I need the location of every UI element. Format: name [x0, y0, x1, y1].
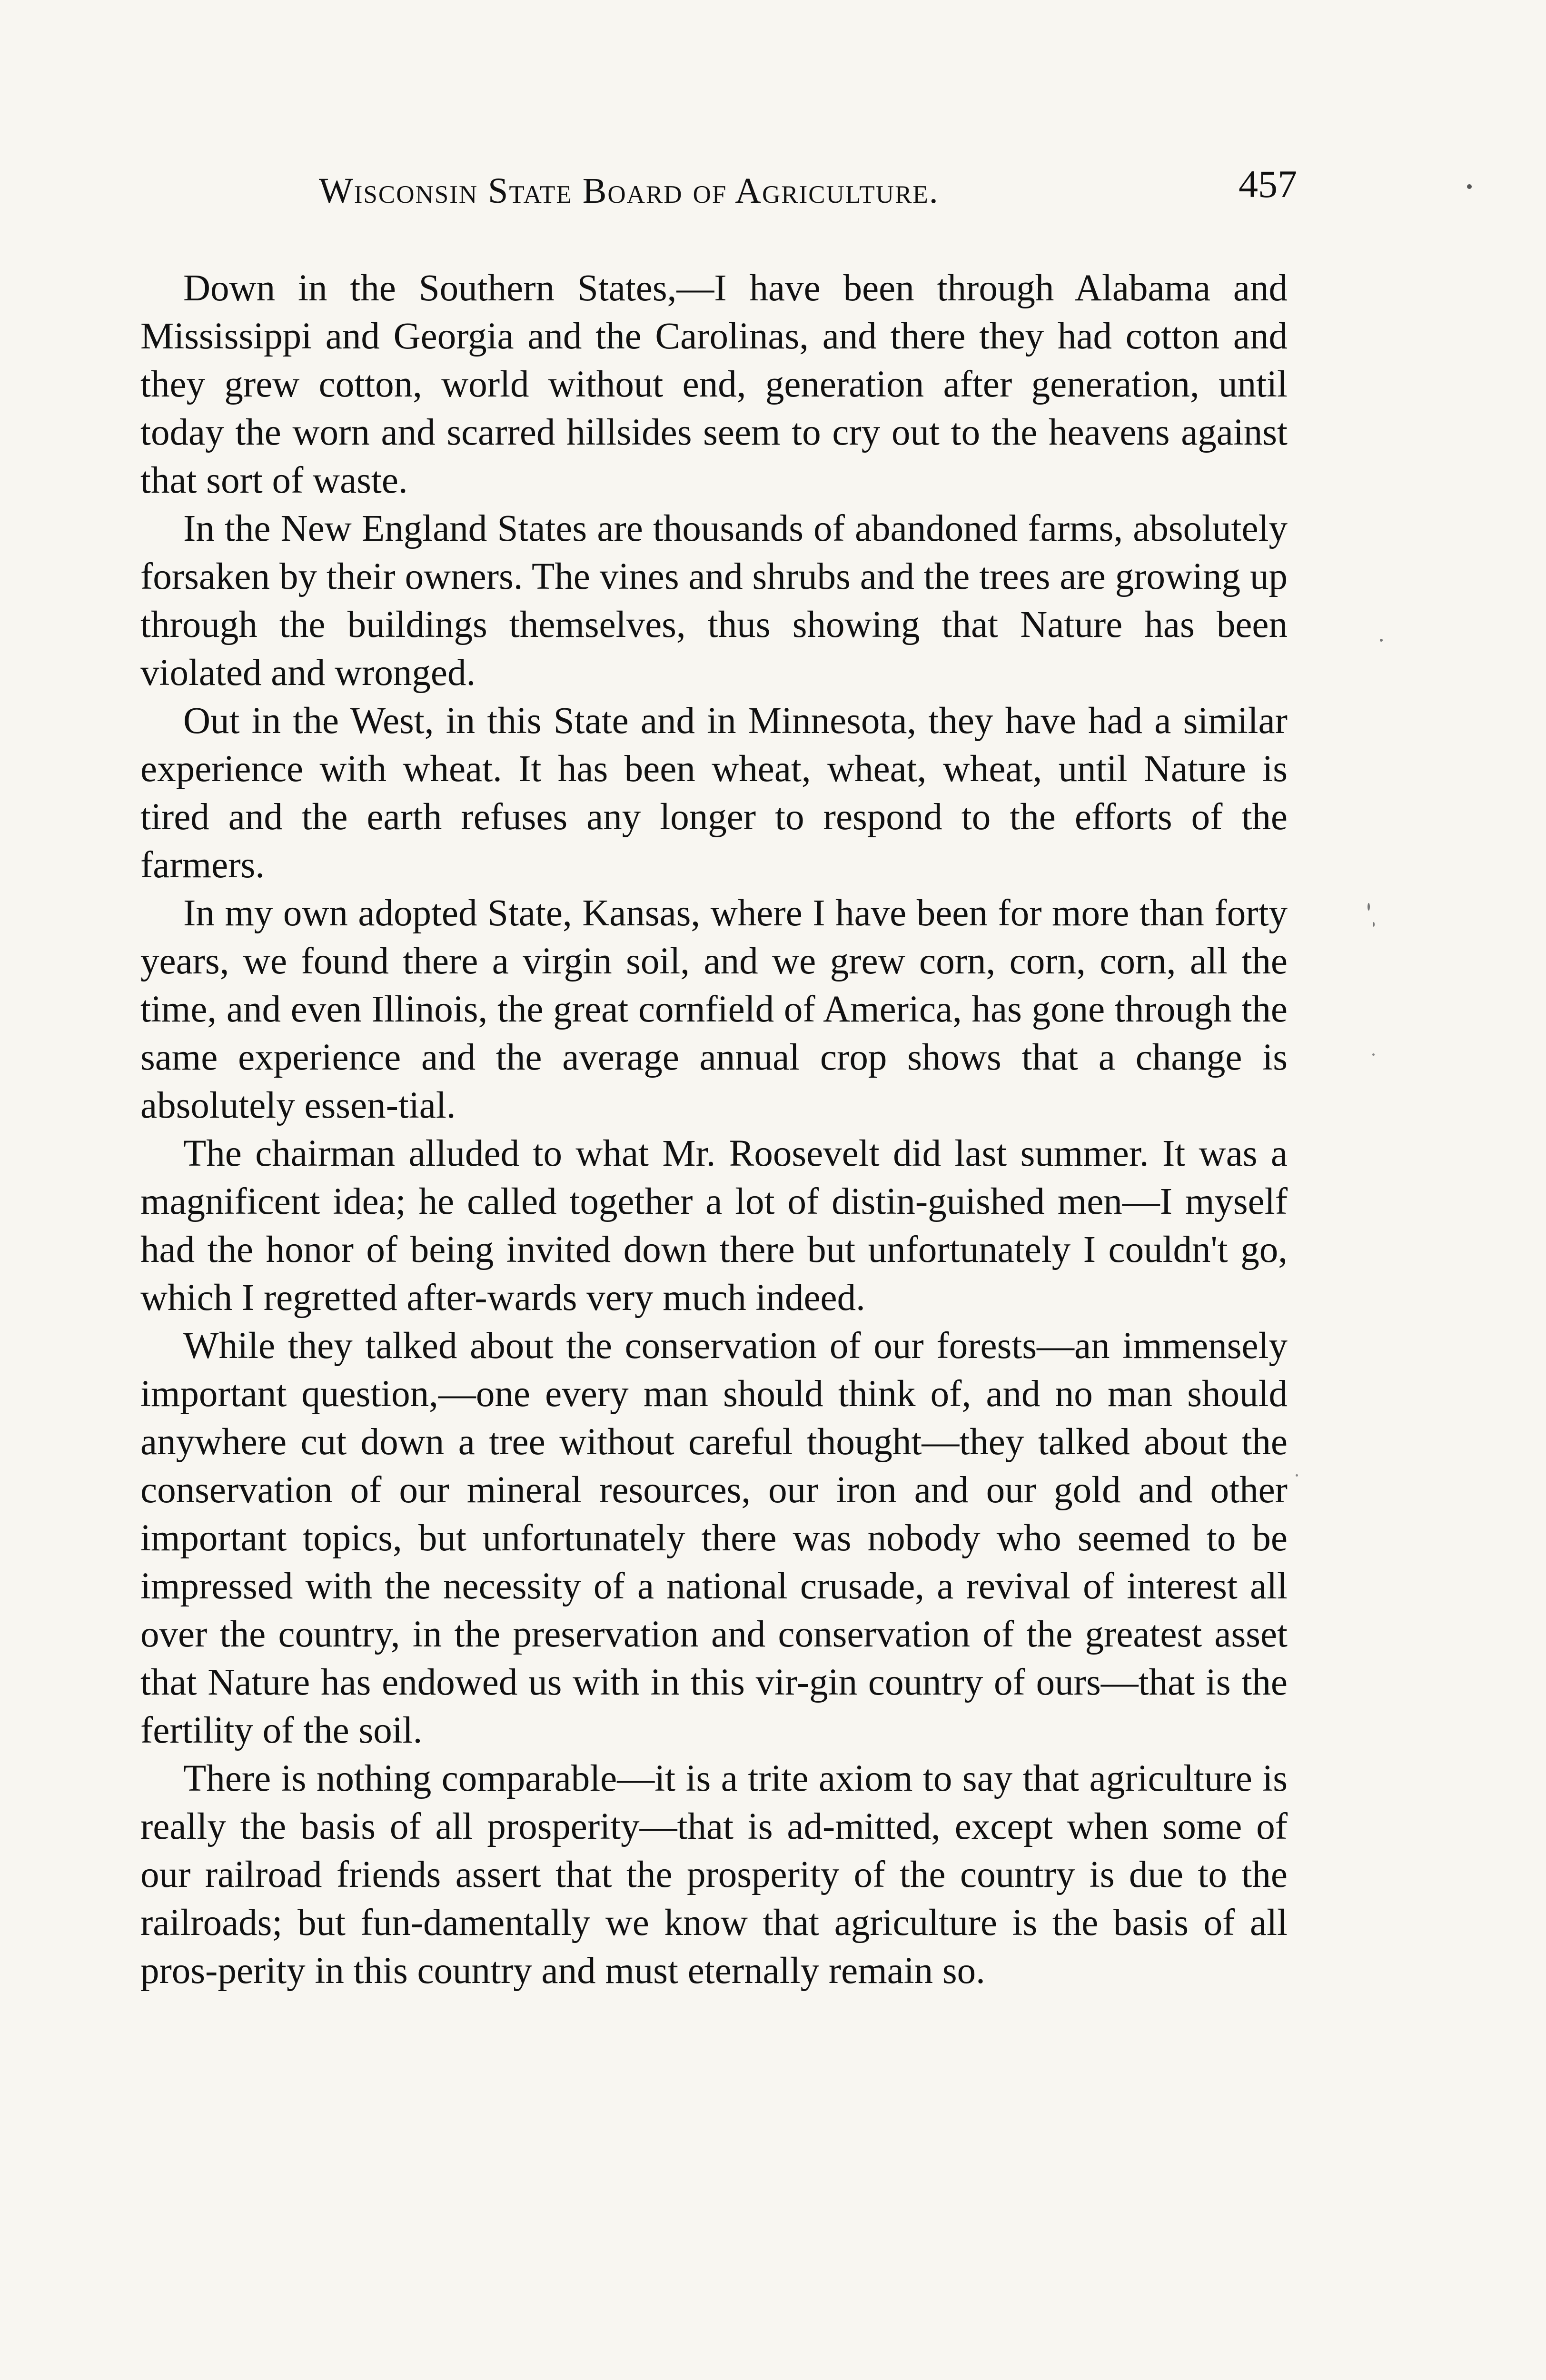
paragraph: In the New England States are thousands of abandoned farms, absolutely forsaken by their owners. The vines and shrubs and the trees are growing up through the buildings themselves, thus showing that Nature has been violated and wronged. [140, 508, 1288, 694]
paragraph: Out in the West, in this State and in Minnesota, they have had a similar experience with wheat. It has been wheat, wheat, wheat, until Nature is tired and the earth refuses any longer to respond to the efforts of the farmers. [140, 700, 1288, 886]
print-speck [1380, 639, 1383, 642]
print-speck [1372, 1053, 1375, 1056]
paragraph: In my own adopted State, Kansas, where I have been for more than forty years, we found there a virgin soil, and we grew corn, corn, corn, all the time, and even Illinois, the great cornfield of America, has gone through the same experience and the average annual crop shows that a change is absolutely essen-tial. [140, 892, 1288, 1126]
paragraph: The chairman alluded to what Mr. Roosevelt did last summer. It was a magnificent idea; he called together a lot of distin-guished men—I myself had the honor of being invited down there but unfortunately I couldn't go, which I regretted after-wards very much indeed. [140, 1133, 1288, 1319]
paragraph: Down in the Southern States,—I have been through Alabama and Mississippi and Georgia and the Carolinas, and there they had cotton and they grew cotton, world without end, generation after generation, until today the worn and scarred hillsides seem to cry out to the heavens against that sort of waste. [140, 268, 1288, 501]
running-head: Wisconsin State Board of Agriculture. [319, 171, 939, 211]
page-header [140, 162, 1297, 219]
paragraph: While they talked about the conservation of our forests—an immensely important question,—one every man should think of, and no man should anywhere cut down a tree without careful thought—they talked about the conservation of our mineral resources, our iron and our gold and other important topics, but unfortunately there was nobody who seemed to be impressed with the necessity of a national crusade, a revival of interest all over the country, in the preservation and conservation of the greatest asset that Nature has endowed us with in this vir-gin country of ours—that is the fertility of the soil. [140, 1325, 1288, 1751]
body-text [140, 264, 1288, 1995]
paragraph: There is nothing comparable—it is a trite axiom to say that agriculture is really the basis of all prosperity—that is ad-mitted, except when some of our railroad friends assert that the prosperity of the country is due to the railroads; but fun-damentally we know that agriculture is the basis of all pros-perity in this country and must eternally remain so. [140, 1758, 1288, 1992]
print-speck [1467, 184, 1472, 189]
print-speck [1368, 903, 1370, 911]
print-speck [1373, 922, 1375, 927]
page-number: 457 [1239, 162, 1297, 206]
print-speck [1296, 1474, 1298, 1477]
